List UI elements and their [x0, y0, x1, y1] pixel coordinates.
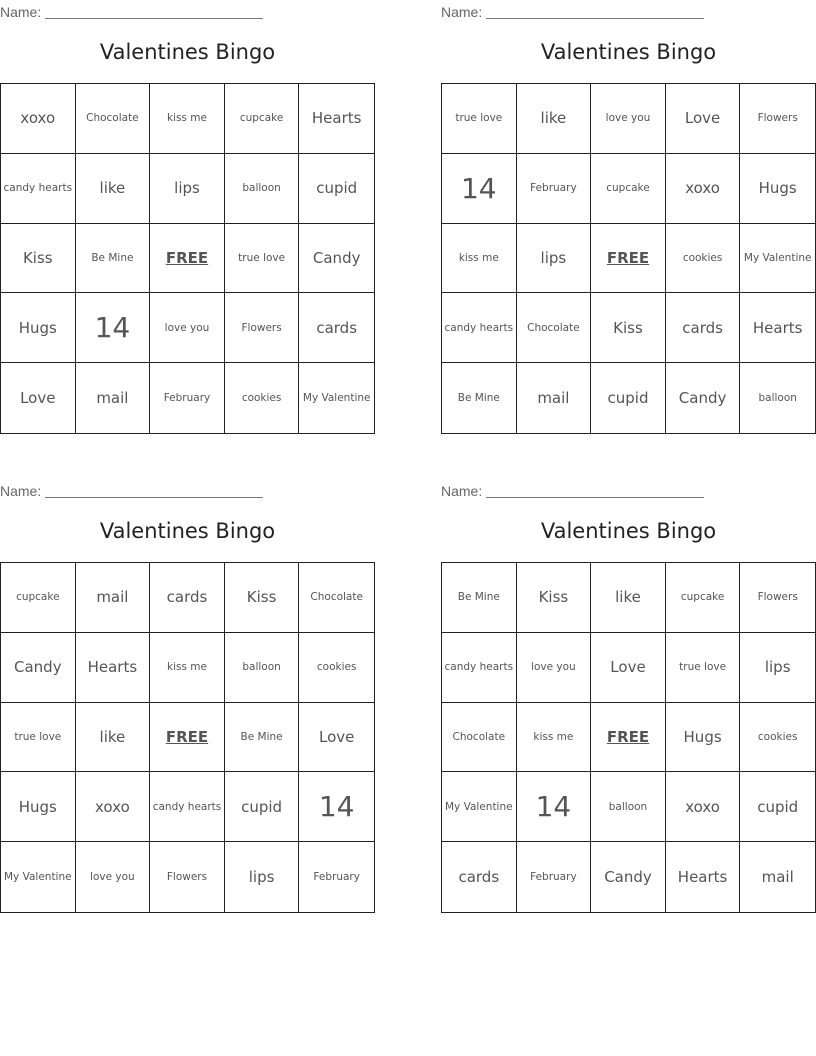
card-title: Valentines Bingo [540, 40, 717, 64]
bingo-cell: Love [591, 633, 666, 703]
bingo-cell: mail [76, 363, 151, 433]
bingo-cell: xoxo [76, 772, 151, 842]
bingo-cell: balloon [225, 154, 300, 224]
bingo-cell: Candy [299, 224, 374, 294]
bingo-cell: Kiss [517, 563, 592, 633]
bingo-card-1 [0, 0, 375, 440]
bingo-cell: Candy [666, 363, 741, 433]
bingo-cell: Hearts [299, 84, 374, 154]
name-blank-line [486, 483, 704, 498]
bingo-cell: cupid [591, 363, 666, 433]
bingo-cell: candy hearts [1, 154, 76, 224]
bingo-grid [441, 83, 816, 434]
name-label: Name: [441, 483, 483, 499]
bingo-cell: Hugs [1, 293, 76, 363]
bingo-cell: My Valentine [1, 842, 76, 912]
bingo-cell: February [313, 871, 360, 884]
bingo-cell: 14 [76, 293, 151, 363]
bingo-cell: kiss me [150, 84, 225, 154]
bingo-grid [441, 562, 816, 913]
bingo-cell: cookies [299, 633, 374, 703]
name-label: Name: [0, 483, 42, 499]
bingo-cell: Hugs [666, 703, 741, 773]
bingo-cell: FREE [150, 703, 225, 773]
bingo-cell: xoxo [1, 84, 76, 154]
bingo-cell: lips [740, 633, 815, 703]
bingo-cell: like [517, 84, 592, 154]
bingo-cell: cupid [740, 772, 815, 842]
bingo-cell: February [517, 154, 592, 224]
bingo-cell: Kiss [225, 563, 300, 633]
name-blank-line [45, 483, 263, 498]
bingo-cell: true love [1, 703, 76, 773]
bingo-grid [0, 562, 375, 913]
bingo-cell: lips [517, 224, 592, 294]
bingo-cell: Be Mine [76, 224, 151, 294]
bingo-cell: My Valentine [302, 392, 371, 405]
bingo-cell: xoxo [666, 154, 741, 224]
bingo-cell: Chocolate [76, 84, 151, 154]
bingo-cell: lips [150, 154, 225, 224]
card-title: Valentines Bingo [99, 40, 276, 64]
bingo-cell: Hearts [76, 633, 151, 703]
bingo-cell: Flowers [740, 84, 815, 154]
bingo-cell: Candy [591, 842, 666, 912]
bingo-cell: cookies [666, 224, 741, 294]
bingo-cell: Love [299, 703, 374, 773]
bingo-cell: Flowers [225, 293, 300, 363]
bingo-cell: kiss me [442, 224, 517, 294]
bingo-cell: Candy [1, 633, 76, 703]
bingo-cell: cupcake [591, 154, 666, 224]
card-title: Valentines Bingo [540, 519, 717, 543]
bingo-cell: cupcake [1, 563, 76, 633]
name-field [441, 481, 704, 499]
bingo-card-3 [0, 479, 375, 919]
bingo-card-2 [441, 0, 816, 440]
bingo-cell: Chocolate [442, 703, 517, 773]
bingo-cell: love you [76, 842, 151, 912]
bingo-cell: Hearts [740, 293, 815, 363]
bingo-cell: love you [591, 84, 666, 154]
bingo-cell: cards [299, 293, 374, 363]
bingo-cell: like [76, 154, 151, 224]
bingo-cell: true love [666, 633, 741, 703]
bingo-cell: love you [517, 633, 592, 703]
bingo-cell: kiss me [517, 703, 592, 773]
bingo-cell: cupid [225, 772, 300, 842]
name-label: Name: [0, 4, 42, 20]
bingo-cell: 14 [517, 772, 592, 842]
bingo-cell: true love [225, 224, 300, 294]
bingo-cell: cupid [299, 154, 374, 224]
bingo-cell: Hugs [740, 154, 815, 224]
bingo-cell: 14 [442, 154, 517, 224]
bingo-cell: candy hearts [442, 293, 517, 363]
bingo-cell: cupcake [666, 563, 741, 633]
bingo-cell: My Valentine [740, 224, 815, 294]
bingo-cell: Flowers [150, 842, 225, 912]
bingo-cell: cookies [225, 363, 300, 433]
bingo-cell: kiss me [150, 633, 225, 703]
name-blank-line [486, 4, 704, 19]
name-label: Name: [441, 4, 483, 20]
bingo-cell: cards [666, 293, 741, 363]
name-field [0, 2, 263, 20]
bingo-cell: February [150, 363, 225, 433]
bingo-cell: mail [76, 563, 151, 633]
bingo-cell: love you [150, 293, 225, 363]
bingo-cell: FREE [591, 703, 666, 773]
bingo-cell: FREE [591, 224, 666, 294]
bingo-cell: Hearts [666, 842, 741, 912]
name-blank-line [45, 4, 263, 19]
bingo-cell: Kiss [1, 224, 76, 294]
bingo-cell: true love [442, 84, 517, 154]
bingo-cell: Flowers [740, 563, 815, 633]
bingo-cell: Be Mine [442, 563, 517, 633]
card-title: Valentines Bingo [99, 519, 276, 543]
bingo-cell: Chocolate [299, 563, 374, 633]
bingo-cell: like [76, 703, 151, 773]
bingo-grid [0, 83, 375, 434]
name-field [441, 2, 704, 20]
bingo-cell: Kiss [591, 293, 666, 363]
bingo-cell: Chocolate [517, 293, 592, 363]
name-field [0, 481, 263, 499]
bingo-cell: lips [225, 842, 300, 912]
bingo-cell: Love [1, 363, 76, 433]
bingo-cell: balloon [591, 772, 666, 842]
bingo-cell: Be Mine [225, 703, 300, 773]
bingo-cell: cookies [740, 703, 815, 773]
bingo-cell: FREE [150, 224, 225, 294]
bingo-cell: balloon [758, 392, 797, 405]
bingo-card-4 [441, 479, 816, 919]
bingo-cell: cards [442, 842, 517, 912]
bingo-cell: xoxo [666, 772, 741, 842]
bingo-cell: Love [666, 84, 741, 154]
bingo-cell: Hugs [1, 772, 76, 842]
bingo-cell: mail [761, 868, 794, 887]
bingo-cell: My Valentine [442, 772, 517, 842]
bingo-cell: cards [150, 563, 225, 633]
bingo-cell: mail [517, 363, 592, 433]
bingo-cell: 14 [299, 772, 374, 842]
bingo-cell: candy hearts [150, 772, 225, 842]
bingo-cell: like [591, 563, 666, 633]
bingo-cell: candy hearts [442, 633, 517, 703]
bingo-cell: balloon [225, 633, 300, 703]
bingo-cell: cupcake [225, 84, 300, 154]
bingo-cell: Be Mine [442, 363, 517, 433]
bingo-cell: February [517, 842, 592, 912]
